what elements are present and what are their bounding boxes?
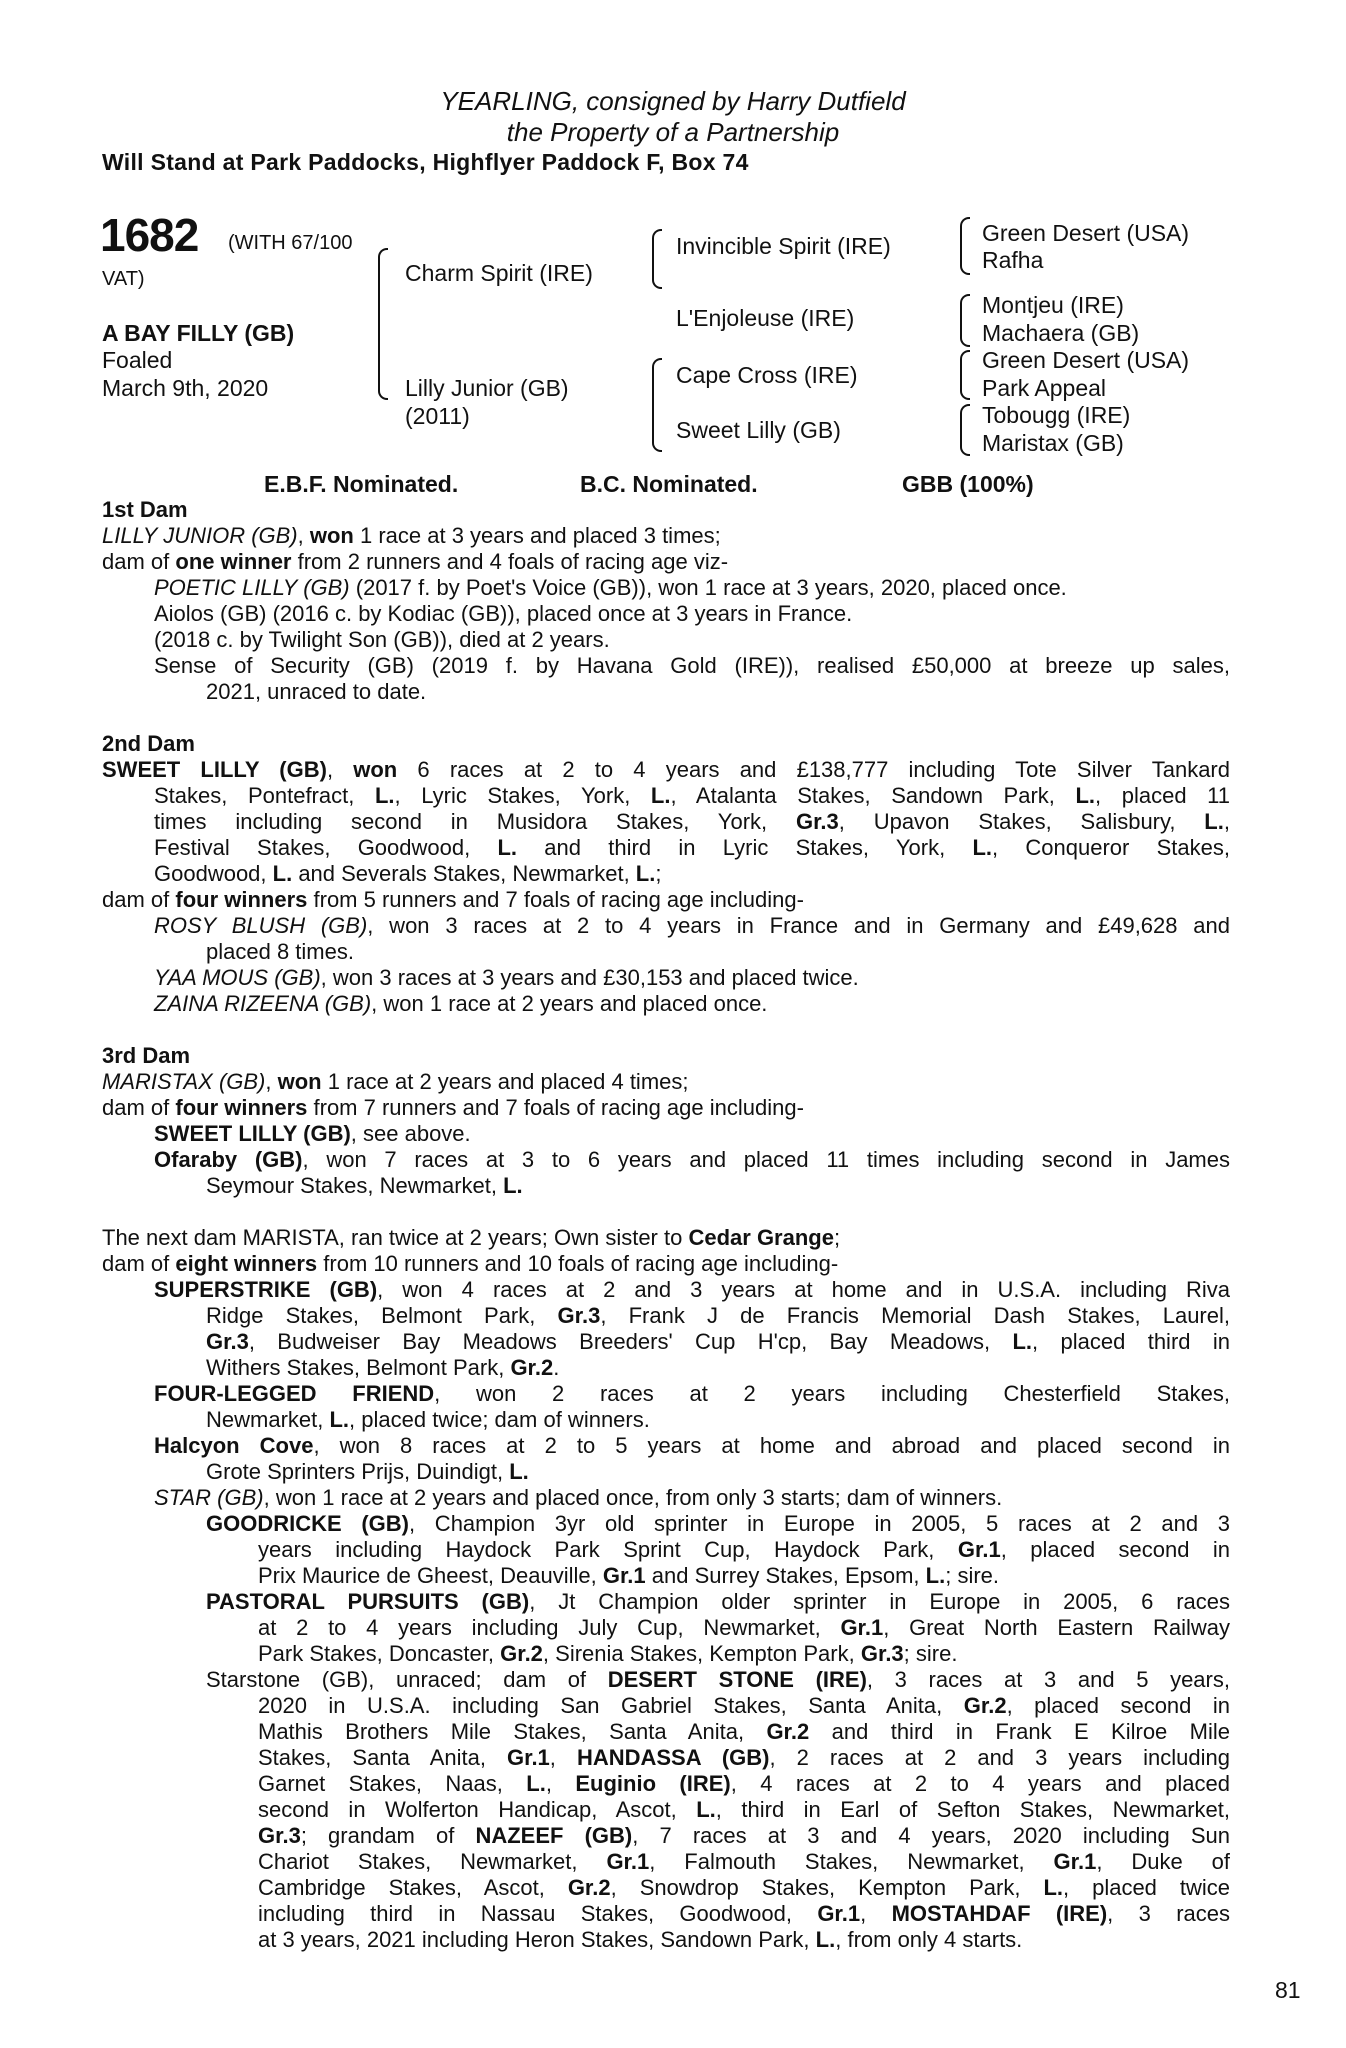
pedigree-bracket — [652, 358, 662, 452]
italic-text: LILLY JUNIOR (GB) — [102, 523, 298, 548]
dam-sire: Cape Cross (IRE) — [676, 362, 858, 388]
text-run: (2017 f. by Poet's Voice (GB)), won 1 race at 3 years, 2020, placed once. — [349, 575, 1067, 600]
ebf-nomination: E.B.F. Nominated. — [264, 471, 459, 497]
text-run: , Frank J de Francis Memorial Dash Stakes, Laurel, — [600, 1303, 1230, 1328]
text-run: Park Stakes, Doncaster, — [258, 1641, 501, 1666]
bold-text: Gr.2 — [567, 1875, 611, 1900]
text-run: . — [553, 1355, 560, 1380]
text-run: Starstone (GB), unraced; dam of — [206, 1667, 608, 1692]
italic-text: STAR (GB) — [154, 1485, 264, 1510]
text-run: years including Haydock Park Sprint Cup, Haydock Park, — [258, 1537, 958, 1562]
text-run: ; — [655, 861, 662, 886]
text-run: , 2 races at 2 and 3 years including — [769, 1745, 1230, 1770]
pedigree-entry — [102, 627, 1230, 653]
text-run: , placed twice; dam of winners. — [349, 1407, 650, 1432]
text-line — [102, 809, 1230, 835]
text-run: , placed 11 — [1095, 783, 1230, 808]
text-line — [102, 601, 1230, 627]
bold-text: L. — [509, 1459, 529, 1484]
text-line — [102, 1667, 1230, 1693]
bold-text: L. — [374, 783, 395, 808]
text-line — [102, 1355, 1230, 1381]
text-run: Chariot Stakes, Newmarket, — [258, 1849, 607, 1874]
pedigree-entry — [102, 991, 1230, 1017]
bold-text: L. — [329, 1407, 350, 1432]
text-run: including third in Nassau Stakes, Goodwood, — [258, 1901, 818, 1926]
bold-text: Gr.2 — [500, 1641, 543, 1666]
text-run: Seymour Stakes, Newmarket, — [206, 1173, 504, 1198]
text-run: , placed twice — [1063, 1875, 1230, 1900]
text-run: , — [549, 1745, 577, 1770]
text-run: 6 races at 2 to 4 years and £138,777 including Tote Silver Tankard — [397, 757, 1230, 782]
text-run: , — [297, 523, 310, 548]
text-run: , — [545, 1771, 576, 1796]
text-run: , won 1 race at 2 years and placed once, from only 3 starts; dam of winners. — [263, 1485, 1003, 1510]
sire: Charm Spirit (IRE) — [405, 260, 593, 286]
text-run: , Atalanta Stakes, Sandown Park, — [670, 783, 1076, 808]
text-run: The next dam MARISTA, ran twice at 2 years; Own sister to — [102, 1225, 689, 1250]
text-run: at 2 to 4 years including July Cup, Newmarket, — [258, 1615, 841, 1640]
bold-text: won — [277, 1069, 322, 1094]
pedigree-entry — [102, 913, 1230, 965]
text-line — [102, 627, 1230, 653]
bold-text: L. — [526, 1771, 546, 1796]
text-run: , 3 races — [1107, 1901, 1230, 1926]
text-line — [102, 1251, 1230, 1277]
text-run: Withers Stakes, Belmont Park, — [206, 1355, 511, 1380]
text-line — [102, 1095, 1230, 1121]
dam-section — [102, 1043, 1230, 1199]
text-run: Prix Maurice de Gheest, Deauville, — [258, 1563, 603, 1588]
text-run: from 7 runners and 7 foals of racing age including- — [307, 1095, 804, 1120]
bold-text: Gr.2 — [766, 1719, 810, 1744]
pedigree-bracket — [960, 294, 970, 347]
bold-text: PASTORAL PURSUITS (GB) — [206, 1589, 530, 1614]
text-run: ; grandam of — [300, 1823, 476, 1848]
bold-text: SWEET LILLY (GB) — [102, 757, 327, 782]
text-run: ; — [833, 1225, 841, 1250]
text-line — [102, 1511, 1230, 1537]
text-run: Ridge Stakes, Belmont Park, — [206, 1303, 558, 1328]
bold-text: L. — [272, 861, 293, 886]
text-run: Mathis Brothers Mile Stakes, Santa Anita, — [258, 1719, 767, 1744]
text-run: Stakes, Pontefract, — [154, 783, 375, 808]
text-line — [102, 1225, 1230, 1251]
text-run: Sense of Security (GB) (2019 f. by Havana Gold (IRE)), realised £50,000 at breeze up sales, — [154, 653, 1230, 678]
text-line — [102, 991, 1230, 1017]
dam-year: (2011) — [405, 403, 470, 429]
property-line: the Property of a Partnership — [506, 117, 840, 147]
ancestor-gen3: Green Desert (USA) — [982, 347, 1190, 373]
text-run: , — [265, 1069, 278, 1094]
text-run: placed 8 times. — [206, 939, 354, 964]
text-run: from 10 runners and 10 foals of racing age including- — [317, 1251, 839, 1276]
text-line — [102, 1875, 1230, 1901]
ancestor-gen3: Tobougg (IRE) — [982, 402, 1131, 428]
bc-nomination: B.C. Nominated. — [580, 471, 758, 497]
bold-text: L. — [1204, 809, 1224, 834]
text-line — [102, 1563, 1230, 1589]
bold-text: L. — [696, 1797, 716, 1822]
text-line — [102, 523, 1230, 549]
text-line — [102, 913, 1230, 939]
bold-text: Gr.1 — [957, 1537, 1001, 1562]
text-run: , won 7 races at 3 to 6 years and placed 11 times including second in James — [302, 1147, 1230, 1172]
text-line — [102, 1329, 1230, 1355]
bold-text: Gr.1 — [602, 1563, 646, 1588]
text-run: 1 race at 3 years and placed 3 times; — [353, 523, 721, 548]
text-line — [102, 549, 1230, 575]
foaled-date: March 9th, 2020 — [102, 375, 269, 401]
pedigree-bracket — [960, 217, 970, 275]
bold-text: Gr.1 — [506, 1745, 550, 1770]
consignor-line: YEARLING, consigned by Harry Dutfield — [440, 86, 906, 116]
bold-text: Euginio (IRE) — [575, 1771, 731, 1796]
bold-text: Gr.3 — [795, 809, 839, 834]
text-line — [102, 1615, 1230, 1641]
text-run: 2020 in U.S.A. including San Gabriel Stakes, Santa Anita, — [258, 1693, 964, 1718]
vat-note: (WITH 67/100 — [228, 232, 353, 254]
text-run: and Surrey Stakes, Epsom, — [645, 1563, 926, 1588]
bold-text: MOSTAHDAF (IRE) — [891, 1901, 1108, 1926]
text-run: , Champion 3yr old sprinter in Europe in 2005, 5 races at 2 and 3 — [409, 1511, 1230, 1536]
bold-text: L. — [925, 1563, 946, 1588]
text-line — [102, 1927, 1230, 1953]
pedigree-entry — [102, 757, 1230, 887]
ancestor-gen3: Machaera (GB) — [982, 320, 1140, 346]
bold-text: eight winners — [175, 1251, 318, 1276]
text-run: , won 4 races at 2 and 3 years at home and in U.S.A. including Riva — [377, 1277, 1230, 1302]
text-run: dam of — [102, 1095, 176, 1120]
sire-dam: L'Enjoleuse (IRE) — [676, 305, 855, 331]
dam-section — [102, 731, 1230, 1017]
bold-text: Gr.3 — [860, 1641, 904, 1666]
page-number: 81 — [1275, 1977, 1301, 2003]
bold-text: Halcyon Cove — [154, 1433, 314, 1458]
pedigree-entry — [102, 601, 1230, 627]
text-line — [102, 1121, 1230, 1147]
text-line — [102, 679, 1230, 705]
text-line — [102, 1537, 1230, 1563]
section-heading: 2nd Dam — [102, 731, 195, 756]
text-run: , from only 4 starts. — [835, 1927, 1023, 1952]
bold-text: FOUR-LEGGED FRIEND — [154, 1381, 435, 1406]
bold-text: L. — [497, 835, 518, 860]
text-run: , Budweiser Bay Meadows Breeders' Cup H'cp, Bay Meadows, — [248, 1329, 1013, 1354]
bold-text: Gr.3 — [206, 1329, 249, 1354]
pedigree-entry — [102, 1121, 1230, 1147]
text-line — [102, 1147, 1230, 1173]
text-run: Festival Stakes, Goodwood, — [154, 835, 498, 860]
text-run: , Falmouth Stakes, Newmarket, — [649, 1849, 1054, 1874]
text-run: , — [1223, 809, 1230, 834]
text-run: , Great North Eastern Railway — [883, 1615, 1230, 1640]
pedigree-entry — [102, 653, 1230, 705]
pedigree-bracket — [652, 229, 662, 289]
text-run: , won 1 race at 2 years and placed once. — [371, 991, 768, 1016]
pedigree-entry — [102, 1381, 1230, 1433]
text-run: and third in Frank E Kilroe Mile — [809, 1719, 1230, 1744]
bold-text: SWEET LILLY (GB) — [154, 1121, 351, 1146]
dam-section — [102, 497, 1230, 705]
bold-text: Gr.1 — [840, 1615, 884, 1640]
pedigree-entry — [102, 1251, 1230, 1277]
text-run: Cambridge Stakes, Ascot, — [258, 1875, 568, 1900]
bold-text: four winners — [175, 887, 308, 912]
text-run: dam of — [102, 887, 176, 912]
bold-text: L. — [972, 835, 993, 860]
bold-text: L. — [1075, 783, 1096, 808]
text-line — [102, 1823, 1230, 1849]
text-run: , placed third in — [1032, 1329, 1230, 1354]
gbb-status: GBB (100%) — [902, 471, 1034, 497]
bold-text: Cedar Grange — [688, 1225, 834, 1250]
bold-text: one winner — [175, 549, 292, 574]
text-line — [102, 1173, 1230, 1199]
bold-text: Gr.3 — [557, 1303, 601, 1328]
bold-text: Gr.1 — [817, 1901, 861, 1926]
text-run: (2018 c. by Twilight Son (GB)), died at 2 years. — [154, 627, 610, 652]
text-line — [102, 1901, 1230, 1927]
bold-text: Gr.2 — [963, 1693, 1007, 1718]
text-run: dam of — [102, 549, 176, 574]
pedigree-entry — [102, 965, 1230, 991]
text-line — [102, 575, 1230, 601]
catalogue-body — [102, 497, 1230, 1979]
text-run: Grote Sprinters Prijs, Duindigt, — [206, 1459, 510, 1484]
text-line — [102, 653, 1230, 679]
text-run: Aiolos (GB) (2016 c. by Kodiac (GB)), placed once at 3 years in France. — [154, 601, 853, 626]
text-run: , won 3 races at 2 to 4 years in France and in Germany and £49,628 and — [367, 913, 1230, 938]
bold-text: L. — [503, 1173, 523, 1198]
bold-text: L. — [1043, 1875, 1063, 1900]
pedigree-entry — [102, 549, 1230, 575]
pedigree-entry — [102, 1511, 1230, 1589]
text-run: dam of — [102, 1251, 176, 1276]
text-line — [102, 887, 1230, 913]
text-run: , Lyric Stakes, York, — [394, 783, 651, 808]
pedigree-entry — [102, 1225, 1230, 1251]
section-heading: 1st Dam — [102, 497, 188, 522]
text-run: second in Wolferton Handicap, Ascot, — [258, 1797, 697, 1822]
text-line — [102, 1381, 1230, 1407]
text-run: at 3 years, 2021 including Heron Stakes, Sandown Park, — [258, 1927, 816, 1952]
italic-text: YAA MOUS (GB) — [154, 965, 321, 990]
text-line — [102, 1771, 1230, 1797]
pedigree-entry — [102, 1485, 1230, 1511]
text-run: , see above. — [350, 1121, 471, 1146]
bold-text: NAZEEF (GB) — [475, 1823, 633, 1848]
vat-note-end: VAT) — [102, 268, 145, 290]
pedigree-entry — [102, 1277, 1230, 1381]
bold-text: Gr.1 — [1053, 1849, 1097, 1874]
pedigree-entry — [102, 523, 1230, 549]
bold-text: Gr.1 — [606, 1849, 650, 1874]
bold-text: L. — [815, 1927, 836, 1952]
sire-sire: Invincible Spirit (IRE) — [676, 233, 891, 259]
lot-number: 1682 — [100, 209, 199, 261]
text-run: , won 2 races at 2 years including Chesterfield Stakes, — [434, 1381, 1230, 1406]
text-run: from 5 runners and 7 foals of racing age including- — [307, 887, 804, 912]
text-run: , won 3 races at 3 years and £30,153 and placed twice. — [320, 965, 859, 990]
text-line — [102, 965, 1230, 991]
pedigree-bracket — [378, 248, 388, 400]
foaled-label: Foaled — [102, 347, 173, 373]
text-line — [102, 1849, 1230, 1875]
dam: Lilly Junior (GB) — [405, 375, 569, 401]
text-run: ; sire. — [945, 1563, 1000, 1588]
text-line — [102, 1719, 1230, 1745]
bold-text: four winners — [175, 1095, 308, 1120]
ancestor-gen3: Green Desert (USA) — [982, 220, 1190, 246]
bold-text: L. — [650, 783, 671, 808]
bold-text: won — [353, 757, 398, 782]
pedigree-entry — [102, 887, 1230, 913]
bold-text: won — [309, 523, 354, 548]
italic-text: ZAINA RIZEENA (GB) — [154, 991, 372, 1016]
text-line — [102, 1641, 1230, 1667]
pedigree-entry — [102, 1667, 1230, 1953]
bold-text: HANDASSA (GB) — [576, 1745, 770, 1770]
text-line — [102, 1693, 1230, 1719]
section-heading: 3rd Dam — [102, 1043, 191, 1068]
text-run: , third in Earl of Sefton Stakes, Newmarket, — [715, 1797, 1230, 1822]
bold-text: L. — [1012, 1329, 1033, 1354]
bold-text: DESERT STONE (IRE) — [607, 1667, 867, 1692]
text-line — [102, 939, 1230, 965]
pedigree-entry — [102, 1095, 1230, 1121]
text-line — [102, 1407, 1230, 1433]
text-run: 1 race at 2 years and placed 4 times; — [321, 1069, 689, 1094]
text-run: Stakes, Santa Anita, — [258, 1745, 507, 1770]
italic-text: MARISTAX (GB) — [102, 1069, 266, 1094]
text-line — [102, 1069, 1230, 1095]
bold-text: Gr.2 — [510, 1355, 554, 1380]
text-line — [102, 757, 1230, 783]
text-run: , Duke of — [1096, 1849, 1230, 1874]
text-line — [102, 1797, 1230, 1823]
ancestor-gen3: Rafha — [982, 247, 1044, 273]
text-line — [102, 783, 1230, 809]
text-run: and third in Lyric Stakes, York, — [517, 835, 973, 860]
bold-text: L. — [635, 861, 656, 886]
text-line — [102, 861, 1230, 887]
text-run: , Snowdrop Stakes, Kempton Park, — [610, 1875, 1044, 1900]
text-line — [102, 1459, 1230, 1485]
italic-text: ROSY BLUSH (GB) — [154, 913, 368, 938]
text-run: times including second in Musidora Stakes, York, — [154, 809, 796, 834]
text-line — [102, 1485, 1230, 1511]
stand-location: Will Stand at Park Paddocks, Highflyer Paddock F, Box 74 — [102, 149, 749, 175]
dam-section — [102, 1225, 1230, 1953]
pedigree-bracket — [960, 350, 970, 400]
text-run: , Sirenia Stakes, Kempton Park, — [542, 1641, 861, 1666]
pedigree-entry — [102, 1069, 1230, 1095]
text-line — [102, 1303, 1230, 1329]
text-line — [102, 1277, 1230, 1303]
text-run: , Conqueror Stakes, — [992, 835, 1230, 860]
pedigree-entry — [102, 1147, 1230, 1199]
ancestor-gen3: Maristax (GB) — [982, 430, 1124, 456]
text-run: Goodwood, — [154, 861, 273, 886]
ancestor-gen3: Montjeu (IRE) — [982, 292, 1124, 318]
text-line — [102, 1589, 1230, 1615]
text-line — [102, 1745, 1230, 1771]
text-run: , Jt Champion older sprinter in Europe in 2005, 6 races — [529, 1589, 1230, 1614]
dam-dam: Sweet Lilly (GB) — [676, 417, 841, 443]
text-run: , 3 races at 3 and 5 years, — [866, 1667, 1230, 1692]
text-run: 2021, unraced to date. — [206, 679, 427, 704]
bold-text: SUPERSTRIKE (GB) — [154, 1277, 378, 1302]
text-run: , placed second in — [1000, 1537, 1230, 1562]
text-run: , — [860, 1901, 892, 1926]
bold-text: Gr.3 — [258, 1823, 301, 1848]
text-run: , 4 races at 2 to 4 years and placed — [730, 1771, 1230, 1796]
pedigree-entry — [102, 575, 1230, 601]
italic-text: POETIC LILLY (GB) — [154, 575, 350, 600]
bold-text: GOODRICKE (GB) — [206, 1511, 410, 1536]
pedigree-bracket — [960, 404, 970, 456]
lot-title: A BAY FILLY (GB) — [102, 320, 295, 346]
ancestor-gen3: Park Appeal — [982, 375, 1107, 401]
text-run: , Upavon Stakes, Salisbury, — [838, 809, 1205, 834]
text-run: from 2 runners and 4 foals of racing age viz- — [291, 549, 729, 574]
text-run: , 7 races at 3 and 4 years, 2020 including Sun — [632, 1823, 1230, 1848]
text-line — [102, 835, 1230, 861]
text-run: Garnet Stakes, Naas, — [258, 1771, 527, 1796]
text-run: Newmarket, — [206, 1407, 330, 1432]
bold-text: Ofaraby (GB) — [154, 1147, 303, 1172]
pedigree-entry — [102, 1433, 1230, 1485]
text-run: , won 8 races at 2 to 5 years at home and abroad and placed second in — [313, 1433, 1230, 1458]
text-line — [102, 1433, 1230, 1459]
text-run: , — [326, 757, 354, 782]
text-run: ; sire. — [903, 1641, 958, 1666]
pedigree-entry — [102, 1589, 1230, 1667]
text-run: and Severals Stakes, Newmarket, — [292, 861, 636, 886]
text-run: , placed second in — [1006, 1693, 1230, 1718]
